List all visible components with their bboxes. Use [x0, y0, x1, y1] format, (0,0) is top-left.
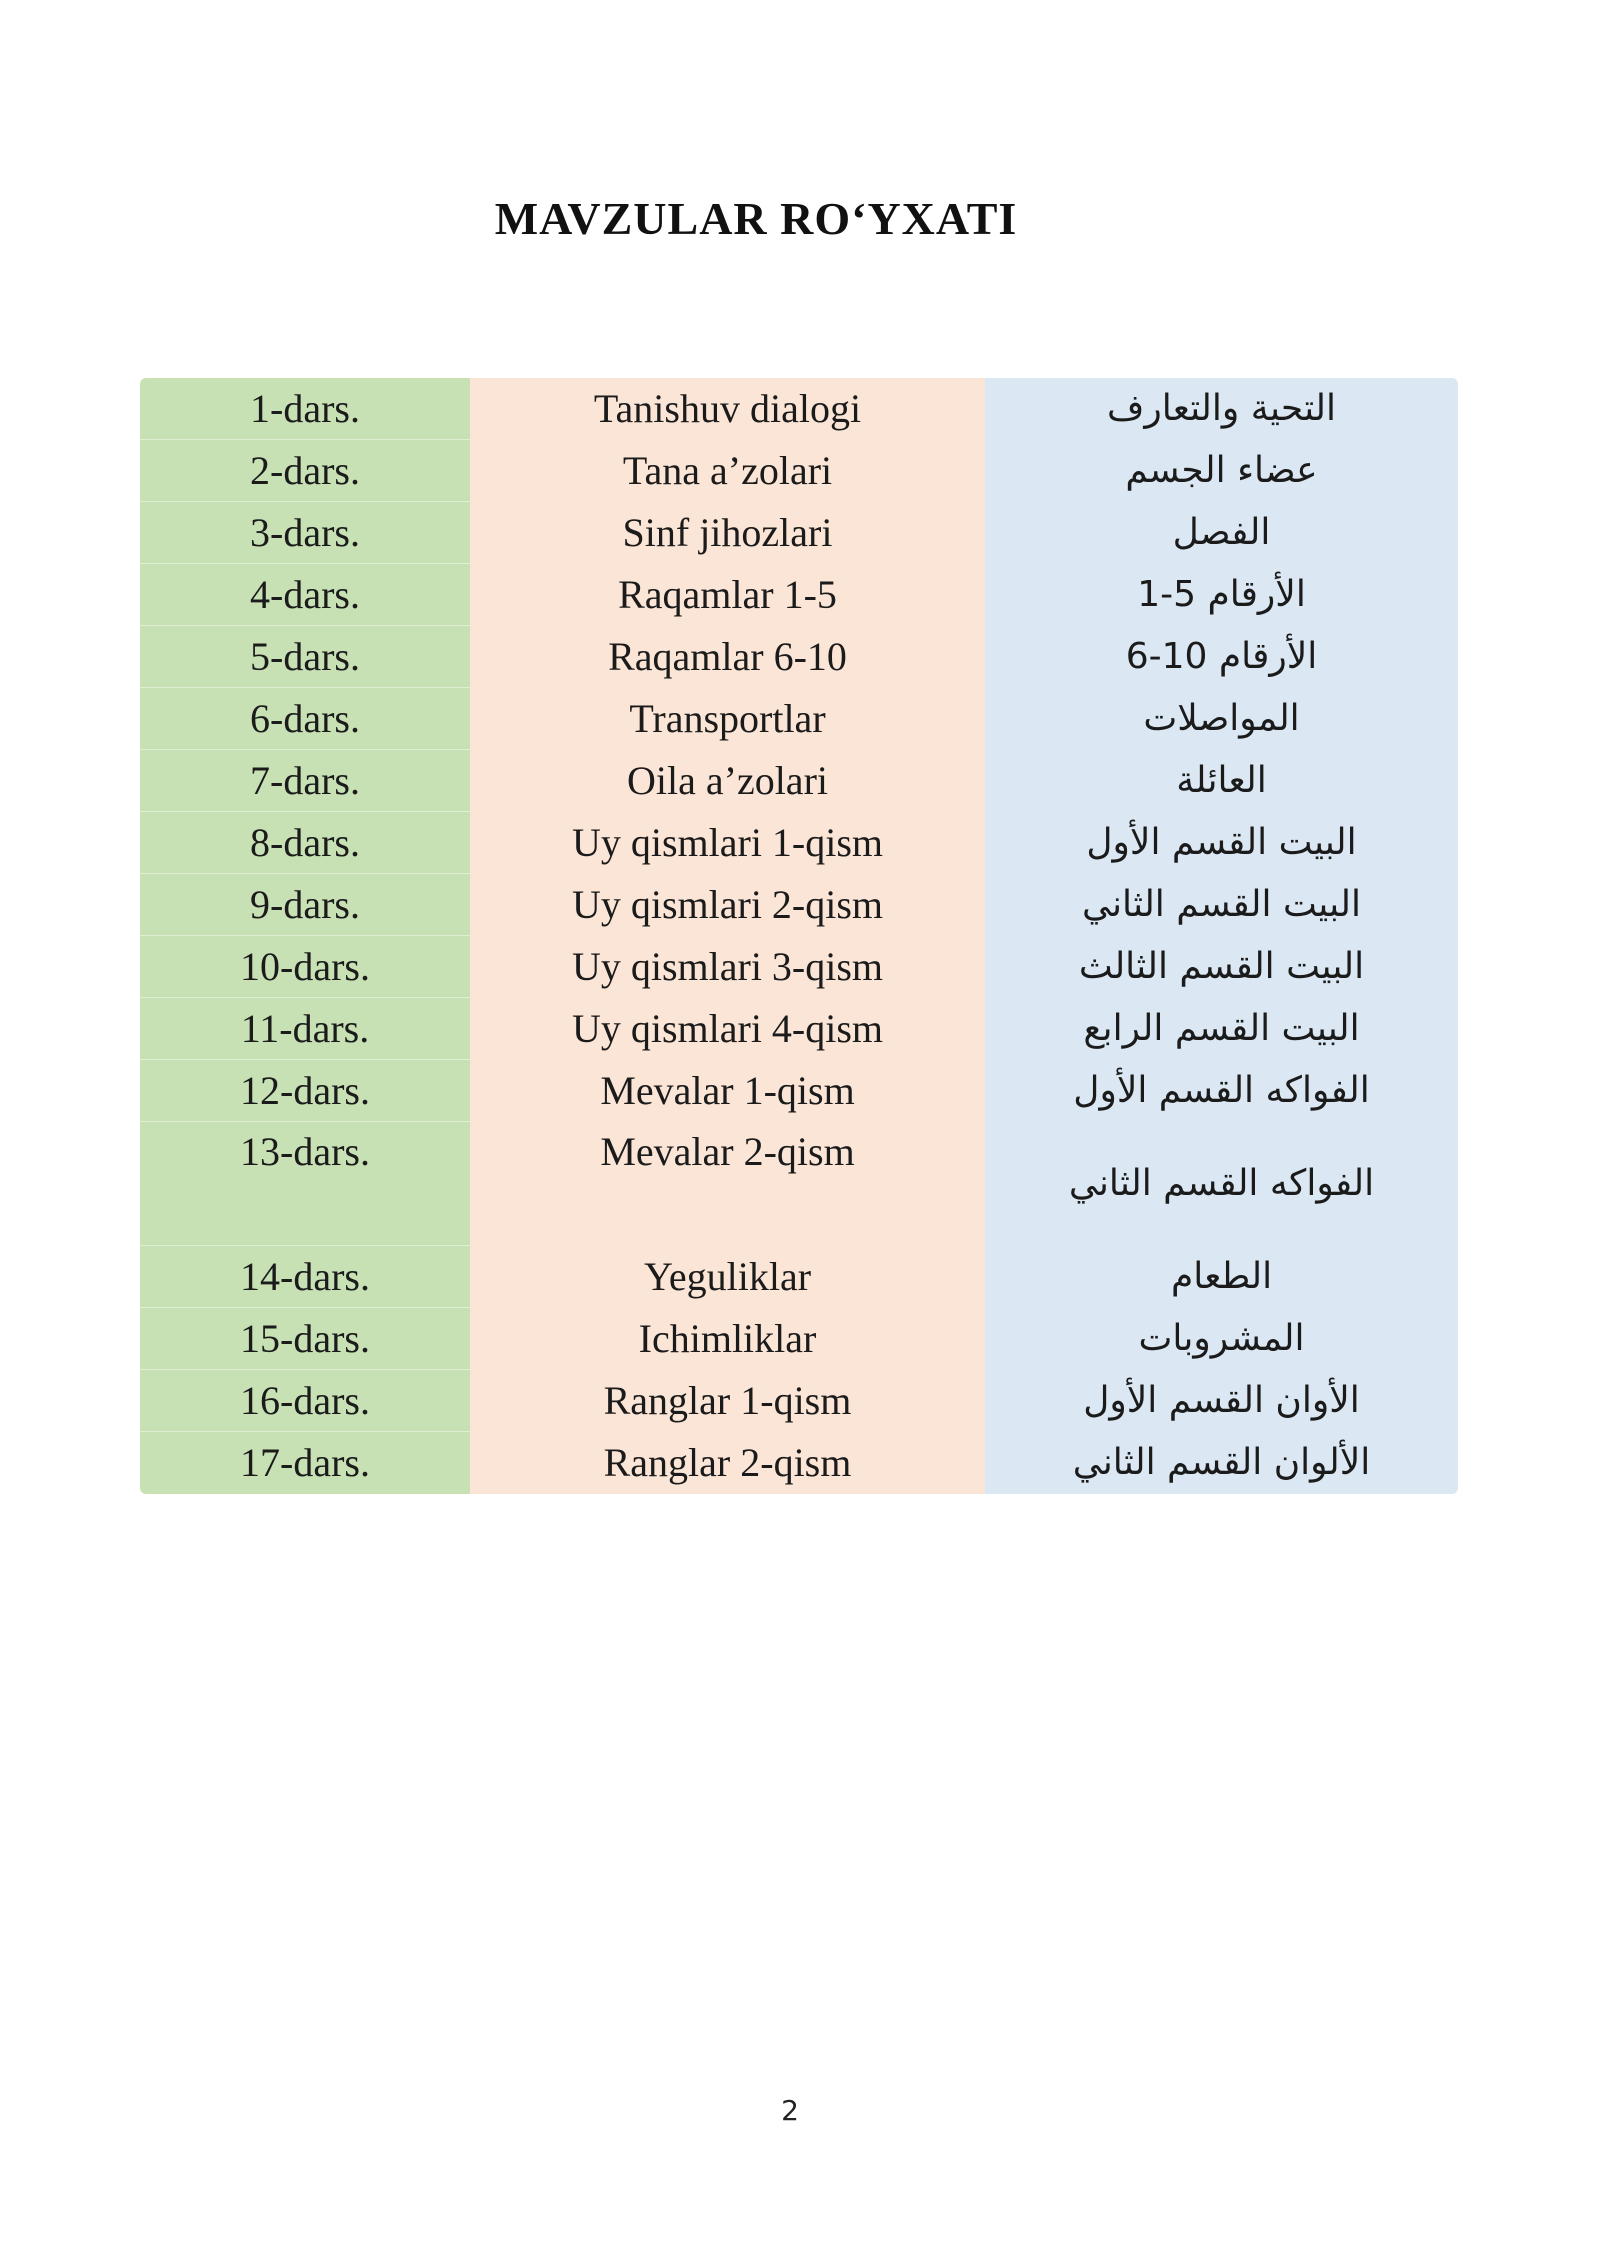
topic-cell: Yeguliklar [470, 1246, 985, 1308]
arabic-translation-cell: الفواكه القسم الأول [985, 1060, 1458, 1122]
arabic-translation-cell: المواصلات [985, 688, 1458, 750]
topic-cell: Raqamlar 6-10 [470, 626, 985, 688]
topic-cell: Transportlar [470, 688, 985, 750]
lesson-number-cell: 13-dars. [140, 1122, 470, 1246]
lesson-number-cell: 14-dars. [140, 1246, 470, 1308]
topic-cell: Ranglar 2-qism [470, 1432, 985, 1494]
topic-cell: Oila a’zolari [470, 750, 985, 812]
arabic-translation-cell: الفصل [985, 502, 1458, 564]
topic-cell: Uy qismlari 3-qism [470, 936, 985, 998]
topic-cell: Uy qismlari 1-qism [470, 812, 985, 874]
lesson-number-cell: 7-dars. [140, 750, 470, 812]
lesson-number-cell: 9-dars. [140, 874, 470, 936]
arabic-translation-cell: البيت القسم الأول [985, 812, 1458, 874]
arabic-translation-cell: الفواكه القسم الثاني [985, 1122, 1458, 1246]
lesson-number-cell: 2-dars. [140, 440, 470, 502]
arabic-translation-cell: البيت القسم الرابع [985, 998, 1458, 1060]
arabic-translation-cell: الألوان القسم الثاني [985, 1432, 1458, 1494]
topic-cell: Ichimliklar [470, 1308, 985, 1370]
lesson-number-cell: 12-dars. [140, 1060, 470, 1122]
topic-cell: Ranglar 1-qism [470, 1370, 985, 1432]
lesson-number-cell: 16-dars. [140, 1370, 470, 1432]
arabic-translation-cell: الأرقام 5-1 [985, 564, 1458, 626]
topic-cell: Mevalar 1-qism [470, 1060, 985, 1122]
arabic-translation-cell: المشروبات [985, 1308, 1458, 1370]
lesson-number-cell: 11-dars. [140, 998, 470, 1060]
topic-cell: Uy qismlari 2-qism [470, 874, 985, 936]
topic-cell: Raqamlar 1-5 [470, 564, 985, 626]
arabic-translation-cell: عضاء الجسم [985, 440, 1458, 502]
topic-cell: Mevalar 2-qism [470, 1122, 985, 1246]
arabic-translation-cell: التحية والتعارف [985, 378, 1458, 440]
lesson-number-cell: 15-dars. [140, 1308, 470, 1370]
lesson-number-cell: 3-dars. [140, 502, 470, 564]
arabic-translation-cell: البيت القسم الثاني [985, 874, 1458, 936]
topic-cell: Sinf jihozlari [470, 502, 985, 564]
lesson-number-cell: 4-dars. [140, 564, 470, 626]
arabic-translation-cell: الطعام [985, 1246, 1458, 1308]
arabic-translation-cell: العائلة [985, 750, 1458, 812]
arabic-translation-cell: الأرقام 10-6 [985, 626, 1458, 688]
lesson-number-cell: 17-dars. [140, 1432, 470, 1494]
lesson-number-cell: 10-dars. [140, 936, 470, 998]
arabic-translation-cell: البيت القسم الثالث [985, 936, 1458, 998]
topic-cell: Tanishuv dialogi [470, 378, 985, 440]
page-title: MAVZULAR RO‘YXATI [494, 193, 1018, 244]
lesson-number-cell: 6-dars. [140, 688, 470, 750]
arabic-translation-cell: الأوان القسم الأول [985, 1370, 1458, 1432]
topic-cell: Uy qismlari 4-qism [470, 998, 985, 1060]
page-number: 2 [781, 2094, 799, 2127]
lesson-number-cell: 5-dars. [140, 626, 470, 688]
lessons-table [140, 378, 1458, 1494]
lesson-number-cell: 1-dars. [140, 378, 470, 440]
lesson-number-cell: 8-dars. [140, 812, 470, 874]
topic-cell: Tana a’zolari [470, 440, 985, 502]
